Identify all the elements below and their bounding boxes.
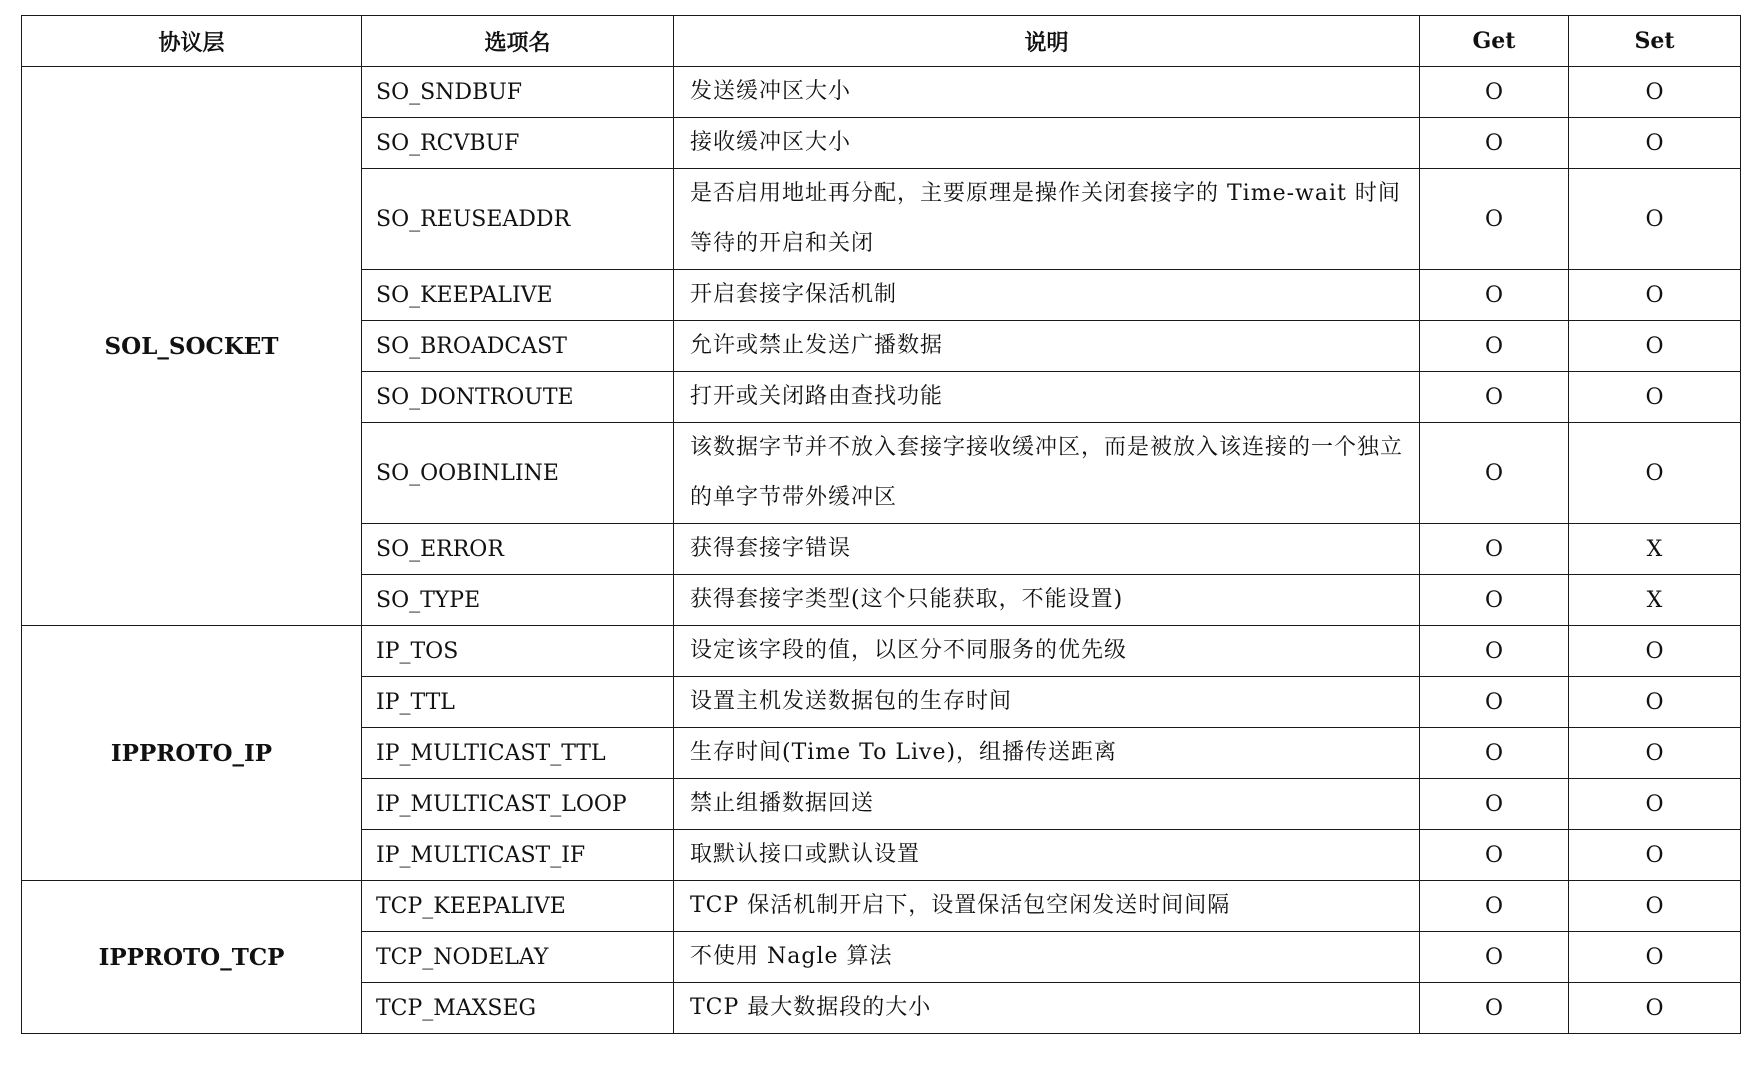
get-flag-cell: O bbox=[1420, 779, 1569, 830]
header-set: Set bbox=[1569, 16, 1741, 67]
get-flag-cell: O bbox=[1420, 524, 1569, 575]
description-cell: 开启套接字保活机制 bbox=[674, 270, 1420, 321]
set-flag-cell: O bbox=[1569, 67, 1741, 118]
option-name-cell: SO_REUSEADDR bbox=[362, 169, 674, 270]
description-cell: 禁止组播数据回送 bbox=[674, 779, 1420, 830]
description-cell: 是否启用地址再分配，主要原理是操作关闭套接字的 Time-wait 时间等待的开启和关闭 bbox=[674, 169, 1420, 270]
get-flag-cell: O bbox=[1420, 423, 1569, 524]
header-description: 说明 bbox=[674, 16, 1420, 67]
get-flag-cell: O bbox=[1420, 677, 1569, 728]
header-get: Get bbox=[1420, 16, 1569, 67]
description-cell: 取默认接口或默认设置 bbox=[674, 830, 1420, 881]
get-flag-cell: O bbox=[1420, 626, 1569, 677]
description-cell: 获得套接字错误 bbox=[674, 524, 1420, 575]
description-cell: 获得套接字类型(这个只能获取，不能设置) bbox=[674, 575, 1420, 626]
protocol-layer-cell: SOL_SOCKET bbox=[22, 67, 362, 626]
set-flag-cell: O bbox=[1569, 881, 1741, 932]
set-flag-cell: O bbox=[1569, 830, 1741, 881]
set-flag-cell: X bbox=[1569, 524, 1741, 575]
option-name-cell: IP_MULTICAST_LOOP bbox=[362, 779, 674, 830]
get-flag-cell: O bbox=[1420, 575, 1569, 626]
option-name-cell: TCP_NODELAY bbox=[362, 932, 674, 983]
description-cell: 设定该字段的值，以区分不同服务的优先级 bbox=[674, 626, 1420, 677]
socket-options-table-container bbox=[21, 15, 1740, 1034]
set-flag-cell: O bbox=[1569, 728, 1741, 779]
get-flag-cell: O bbox=[1420, 881, 1569, 932]
option-name-cell: SO_RCVBUF bbox=[362, 118, 674, 169]
option-name-cell: SO_OOBINLINE bbox=[362, 423, 674, 524]
option-name-cell: TCP_KEEPALIVE bbox=[362, 881, 674, 932]
protocol-layer-cell: IPPROTO_TCP bbox=[22, 881, 362, 1034]
header-option: 选项名 bbox=[362, 16, 674, 67]
description-cell: 接收缓冲区大小 bbox=[674, 118, 1420, 169]
get-flag-cell: O bbox=[1420, 932, 1569, 983]
description-cell: 打开或关闭路由查找功能 bbox=[674, 372, 1420, 423]
option-name-cell: IP_TOS bbox=[362, 626, 674, 677]
option-name-cell: IP_MULTICAST_TTL bbox=[362, 728, 674, 779]
option-name-cell: SO_BROADCAST bbox=[362, 321, 674, 372]
set-flag-cell: O bbox=[1569, 779, 1741, 830]
get-flag-cell: O bbox=[1420, 830, 1569, 881]
get-flag-cell: O bbox=[1420, 983, 1569, 1034]
set-flag-cell: O bbox=[1569, 677, 1741, 728]
set-flag-cell: O bbox=[1569, 626, 1741, 677]
option-name-cell: IP_TTL bbox=[362, 677, 674, 728]
description-cell: 该数据字节并不放入套接字接收缓冲区，而是被放入该连接的一个独立的单字节带外缓冲区 bbox=[674, 423, 1420, 524]
get-flag-cell: O bbox=[1420, 169, 1569, 270]
description-cell: 不使用 Nagle 算法 bbox=[674, 932, 1420, 983]
description-cell: 发送缓冲区大小 bbox=[674, 67, 1420, 118]
get-flag-cell: O bbox=[1420, 118, 1569, 169]
description-cell: TCP 最大数据段的大小 bbox=[674, 983, 1420, 1034]
option-name-cell: SO_TYPE bbox=[362, 575, 674, 626]
option-name-cell: IP_MULTICAST_IF bbox=[362, 830, 674, 881]
table-row bbox=[22, 67, 1741, 118]
get-flag-cell: O bbox=[1420, 728, 1569, 779]
option-name-cell: SO_DONTROUTE bbox=[362, 372, 674, 423]
protocol-layer-cell: IPPROTO_IP bbox=[22, 626, 362, 881]
option-name-cell: SO_ERROR bbox=[362, 524, 674, 575]
set-flag-cell: O bbox=[1569, 423, 1741, 524]
description-cell: 生存时间(Time To Live)，组播传送距离 bbox=[674, 728, 1420, 779]
set-flag-cell: O bbox=[1569, 932, 1741, 983]
set-flag-cell: O bbox=[1569, 983, 1741, 1034]
header-row bbox=[22, 16, 1741, 67]
set-flag-cell: O bbox=[1569, 321, 1741, 372]
get-flag-cell: O bbox=[1420, 321, 1569, 372]
option-name-cell: SO_KEEPALIVE bbox=[362, 270, 674, 321]
description-cell: 设置主机发送数据包的生存时间 bbox=[674, 677, 1420, 728]
option-name-cell: TCP_MAXSEG bbox=[362, 983, 674, 1034]
table-body bbox=[22, 67, 1741, 1034]
set-flag-cell: O bbox=[1569, 372, 1741, 423]
get-flag-cell: O bbox=[1420, 67, 1569, 118]
socket-options-table bbox=[21, 15, 1741, 1034]
table-row bbox=[22, 881, 1741, 932]
set-flag-cell: X bbox=[1569, 575, 1741, 626]
get-flag-cell: O bbox=[1420, 372, 1569, 423]
get-flag-cell: O bbox=[1420, 270, 1569, 321]
header-layer: 协议层 bbox=[22, 16, 362, 67]
table-row bbox=[22, 626, 1741, 677]
set-flag-cell: O bbox=[1569, 270, 1741, 321]
set-flag-cell: O bbox=[1569, 169, 1741, 270]
option-name-cell: SO_SNDBUF bbox=[362, 67, 674, 118]
description-cell: 允许或禁止发送广播数据 bbox=[674, 321, 1420, 372]
description-cell: TCP 保活机制开启下，设置保活包空闲发送时间间隔 bbox=[674, 881, 1420, 932]
set-flag-cell: O bbox=[1569, 118, 1741, 169]
